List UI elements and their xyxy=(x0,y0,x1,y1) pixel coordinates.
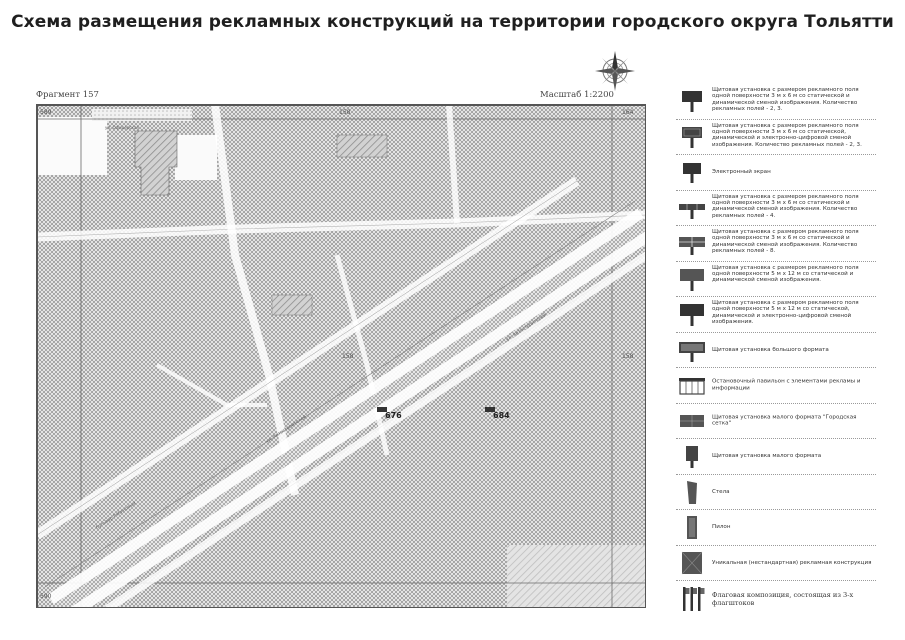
legend-item xyxy=(676,226,876,262)
legend-text: Щитовая установка с размером рекламного поля одной поверхности 3 м х 6 м со статической и динамической сменой изображения. Количество рекламных полей - 4. xyxy=(712,193,859,219)
legend-item xyxy=(676,439,876,475)
svg-text:ул. Автостроителей: ул. Автостроителей xyxy=(505,312,548,343)
legend-item xyxy=(676,510,876,546)
legend-text: Электронный экран xyxy=(712,169,771,176)
grid-label: 158 xyxy=(342,353,354,360)
site-number[interactable]: 684 xyxy=(493,411,510,420)
billboard-5x12-digital-icon xyxy=(678,300,706,328)
billboard-8-fields-icon xyxy=(678,229,706,257)
site-number[interactable]: 676 xyxy=(385,411,402,420)
grid-label: 158 xyxy=(622,353,634,360)
legend-item xyxy=(676,120,876,156)
compass-rose-icon xyxy=(594,50,636,92)
legend-text: Щитовая установка с размером рекламного поля одной поверхности 3 м х 6 м со статической и динамической сменой изображения. Количество рекламных полей - 2, 3. xyxy=(712,87,859,113)
legend-text: Щитовая установка с размером рекламного поля одной поверхности 5 м х 12 м со статической, динамической и электронно-цифровой сменой изображения. xyxy=(712,300,859,326)
fragment-label: Фрагмент 157 xyxy=(36,90,99,100)
billboard-5x12-static-icon xyxy=(678,265,706,293)
pavilion-icon xyxy=(678,371,706,399)
scale-label: Масштаб 1:2200 xyxy=(540,90,614,100)
map-fragment[interactable] xyxy=(36,104,646,608)
billboard-3x6-static-icon xyxy=(678,87,706,115)
building xyxy=(272,295,312,315)
legend-text: Уникальная (нестандартная) рекламная конструкция xyxy=(712,559,872,566)
legend-item xyxy=(676,404,876,440)
legend-text: Щитовая установка малого формата "Городская сетка" xyxy=(712,414,857,427)
legend-item xyxy=(676,368,876,404)
legend-text: Щитовая установка малого формата xyxy=(712,453,822,460)
legend-text: Щитовая установка с размером рекламного поля одной поверхности 3 м х 6 м со статической и динамической сменой изображения. Количество рекламных полей - 8. xyxy=(712,229,859,255)
svg-text:ул. Офицерская: ул. Офицерская xyxy=(105,125,139,130)
grid-label: 589 xyxy=(40,109,52,116)
legend-text: Стела xyxy=(712,488,730,495)
legend-item xyxy=(676,546,876,582)
svg-text:ул. Автостроителей: ул. Автостроителей xyxy=(265,414,308,445)
legend-item xyxy=(676,581,876,617)
legend-item xyxy=(676,191,876,227)
legend-item xyxy=(676,333,876,369)
legend xyxy=(676,84,876,617)
legend-text: Остановочный павильон с элементами рекламы и информации xyxy=(712,378,861,392)
flag-composition-icon xyxy=(678,584,706,612)
stela-icon xyxy=(678,478,706,506)
legend-item xyxy=(676,155,876,191)
grid-label: 590 xyxy=(40,593,52,600)
legend-text: Щитовая установка с размером рекламного поля одной поверхности 5 м х 12 м со статической и динамической сменой изображения. xyxy=(712,264,859,284)
svg-text:бульвар Рябиновый: бульвар Рябиновый xyxy=(95,501,138,531)
legend-item xyxy=(676,262,876,298)
building xyxy=(337,135,387,157)
legend-item xyxy=(676,475,876,511)
unique-structure-icon xyxy=(678,549,706,577)
legend-text: Пилон xyxy=(712,524,731,531)
legend-item xyxy=(676,297,876,333)
large-format-billboard-icon xyxy=(678,336,706,364)
building xyxy=(507,545,646,608)
legend-text: Флаговая композиция, состоящая из 3-х флагштоков xyxy=(712,590,854,607)
legend-text: Щитовая установка большого формата xyxy=(712,346,829,353)
empty-lot xyxy=(37,117,107,175)
page-title: Схема размещения рекламных конструкций на территории городского округа Тольятти xyxy=(11,12,894,32)
electronic-screen-icon xyxy=(678,158,706,186)
grid-label: 158 xyxy=(339,109,351,116)
billboard-3x6-digital-icon xyxy=(678,123,706,151)
legend-item xyxy=(676,84,876,120)
pylon-icon xyxy=(678,513,706,541)
grid-label: 164 xyxy=(622,109,634,116)
billboard-4-fields-icon xyxy=(678,194,706,222)
small-format-board-icon xyxy=(678,407,706,435)
legend-text: Щитовая установка с размером рекламного поля одной поверхности 3 м х 6 м со статической, динамической и электронно-цифровой сменой изображения. Количество рекламных полей - 2, 3. xyxy=(712,122,862,148)
small-format-stand-icon xyxy=(678,442,706,470)
